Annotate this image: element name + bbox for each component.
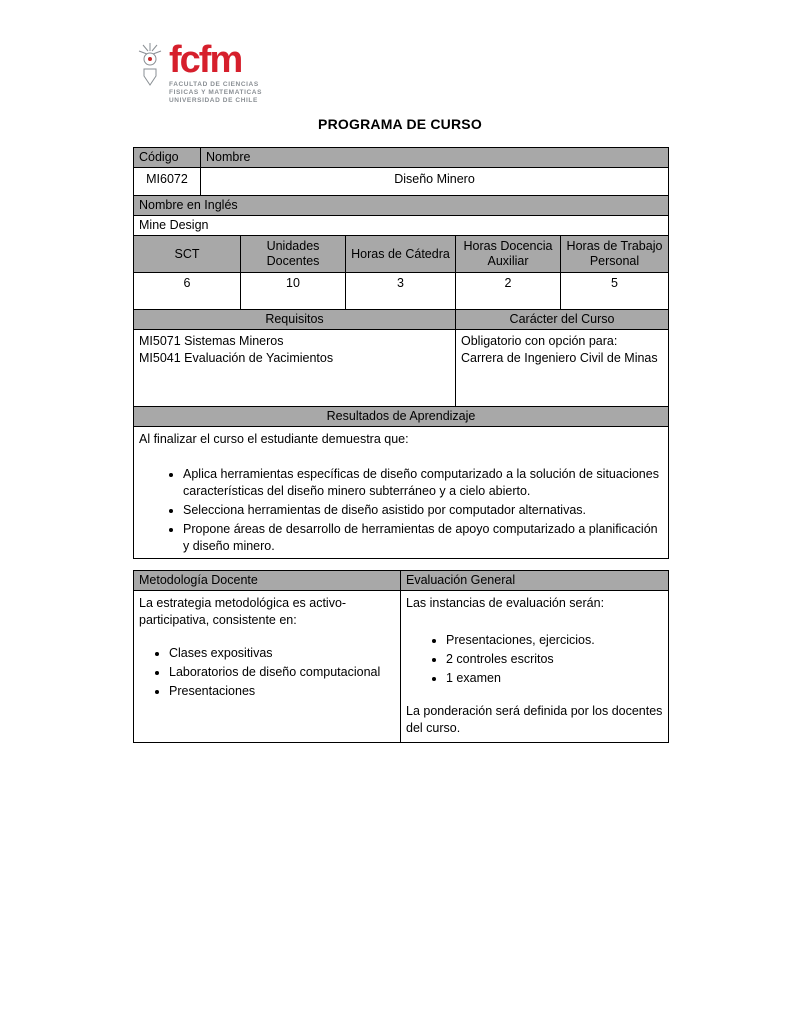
unidades-docentes-value-cell: 10 <box>241 273 346 310</box>
requisito-line: MI5071 Sistemas Mineros <box>139 334 284 348</box>
logo-subtext-line3: UNIVERSIDAD DE CHILE <box>169 97 258 105</box>
caracter-curso-header-cell: Carácter del Curso <box>456 310 669 330</box>
resultados-bullet-list <box>139 466 663 555</box>
horas-catedra-header-cell: Horas de Cátedra <box>346 236 456 273</box>
nombre-value-cell: Diseño Minero <box>201 168 669 196</box>
unidades-docentes-header-cell: Unidades Docentes <box>241 236 346 273</box>
course-info-table <box>133 147 669 559</box>
horas-docencia-auxiliar-header-cell: Horas Docencia Auxiliar <box>456 236 561 273</box>
evaluacion-bullet-list <box>406 632 663 687</box>
metodologia-bullet-list <box>139 645 395 700</box>
evaluacion-bullet: • 2 controles escritos <box>446 651 663 668</box>
requisitos-value-cell <box>134 330 456 407</box>
caracter-line: Obligatorio con opción para: <box>461 334 618 348</box>
caracter-curso-value-cell <box>456 330 669 407</box>
requisito-line: MI5041 Evaluación de Yacimientos <box>139 351 334 365</box>
metodologia-header-cell: Metodología Docente <box>134 571 401 591</box>
evaluacion-content-cell <box>401 591 669 743</box>
fcfm-logo <box>136 39 263 105</box>
nombre-ingles-value-cell: Mine Design <box>134 216 669 236</box>
horas-trabajo-personal-header-cell: Horas de Trabajo Personal <box>561 236 669 273</box>
logo-subtext-line2: FISICAS Y MATEMATICAS <box>169 89 263 97</box>
resultados-intro: Al finalizar el curso el estudiante demuestra que: <box>139 432 409 446</box>
metodologia-intro: La estrategia metodológica es activo-participativa, consistente en: <box>139 596 347 627</box>
metodologia-bullet: • Laboratorios de diseño computacional <box>169 664 395 681</box>
nombre-header-cell: Nombre <box>201 148 669 168</box>
methodology-evaluation-table <box>133 570 669 743</box>
metodologia-content-cell <box>134 591 401 743</box>
university-emblem-icon <box>136 42 164 93</box>
nombre-ingles-header-cell: Nombre en Inglés <box>134 196 669 216</box>
metodologia-bullet: • Clases expositivas <box>169 645 395 662</box>
codigo-header-cell: Código <box>134 148 201 168</box>
evaluacion-bullet: • Presentaciones, ejercicios. <box>446 632 663 649</box>
metodologia-bullet: • Presentaciones <box>169 683 395 700</box>
horas-docencia-auxiliar-value-cell: 2 <box>456 273 561 310</box>
evaluacion-bullet: • 1 examen <box>446 670 663 687</box>
caracter-line: Carrera de Ingeniero Civil de Minas <box>461 351 658 365</box>
codigo-value-cell: MI6072 <box>134 168 201 196</box>
evaluacion-footer: La ponderación será definida por los docentes del curso. <box>406 704 663 735</box>
horas-catedra-value-cell: 3 <box>346 273 456 310</box>
resultados-bullet: • Selecciona herramientas de diseño asistido por computador alternativas. <box>183 502 663 519</box>
evaluacion-header-cell: Evaluación General <box>401 571 669 591</box>
sct-header-cell: SCT <box>134 236 241 273</box>
page-title: PROGRAMA DE CURSO <box>318 116 482 132</box>
resultados-content-cell <box>134 427 669 559</box>
sct-value-cell: 6 <box>134 273 241 310</box>
resultados-bullet: • Propone áreas de desarrollo de herramientas de apoyo computarizado a planificación y diseño minero. <box>183 521 663 555</box>
logo-subtext <box>169 81 262 105</box>
resultados-header-cell: Resultados de Aprendizaje <box>134 407 669 427</box>
logo-wordmark: fcfm <box>169 39 242 81</box>
evaluacion-intro: Las instancias de evaluación serán: <box>406 596 605 610</box>
horas-trabajo-personal-value-cell: 5 <box>561 273 669 310</box>
resultados-bullet: • Aplica herramientas específicas de diseño computarizado a la solución de situaciones características del diseño minero subterráneo y a cielo abierto. <box>183 466 663 500</box>
logo-subtext-line1: FACULTAD DE CIENCIAS <box>169 81 259 89</box>
requisitos-header-cell: Requisitos <box>134 310 456 330</box>
